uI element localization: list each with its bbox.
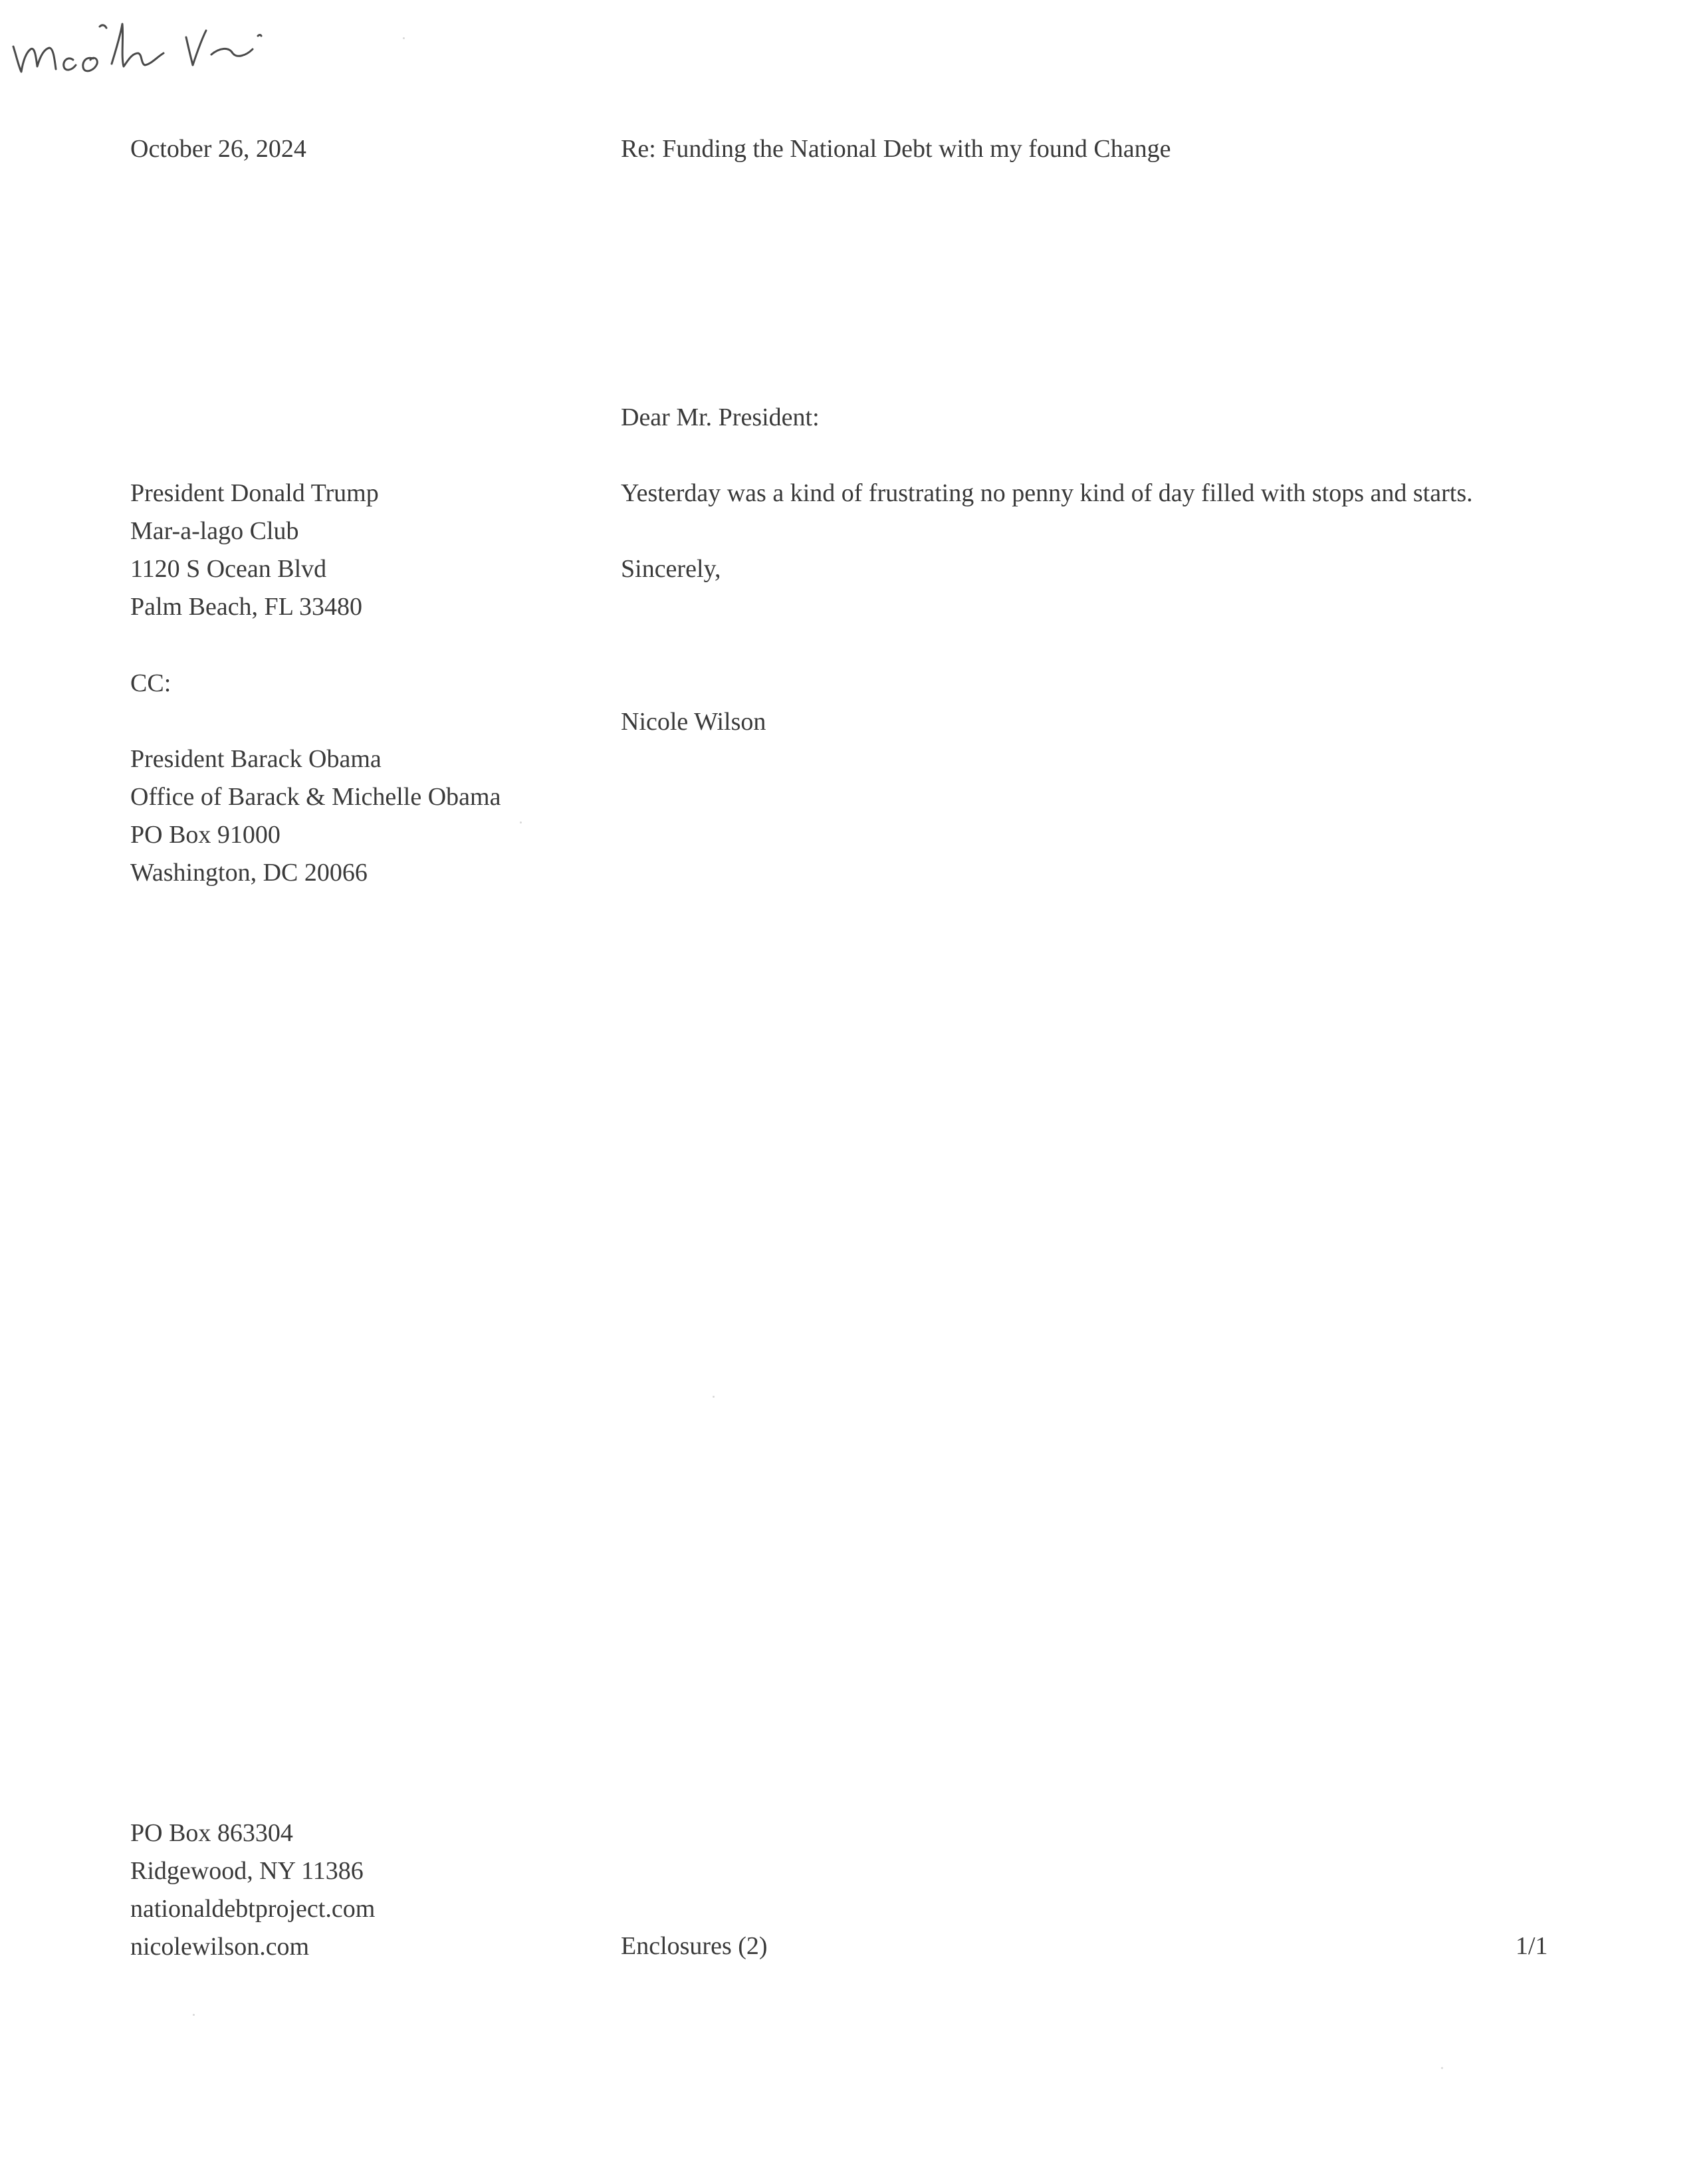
letter-subject: Re: Funding the National Debt with my found Change: [621, 135, 1171, 163]
scan-speck: [713, 1396, 715, 1398]
closing: Sincerely,: [621, 555, 721, 583]
recipient-address: [130, 475, 379, 626]
salutation: Dear Mr. President:: [621, 403, 820, 431]
sender-address: [130, 1814, 375, 1966]
page-number: 1/1: [1516, 1932, 1548, 1960]
cc-label: CC:: [130, 669, 171, 697]
recipient-line: Mar-a-lago Club: [130, 517, 299, 545]
scan-speck: [520, 821, 522, 823]
sender-address-line: PO Box 863304: [130, 1819, 293, 1847]
sender-address-line: Ridgewood, NY 11386: [130, 1857, 364, 1885]
cc-line: PO Box 91000: [130, 821, 281, 849]
cc-address: [130, 740, 501, 892]
recipient-line: Palm Beach, FL 33480: [130, 593, 362, 621]
handwritten-signature: [0, 0, 319, 93]
scan-speck: [193, 2014, 195, 2016]
cc-line: Office of Barack & Michelle Obama: [130, 783, 501, 811]
letter-body: Yesterday was a kind of frustrating no penny kind of day filled with stops and starts.: [621, 479, 1473, 507]
signer-name: Nicole Wilson: [621, 708, 766, 736]
scan-speck: [403, 37, 405, 39]
enclosures-note: Enclosures (2): [621, 1932, 768, 1960]
letter-date: October 26, 2024: [130, 135, 306, 163]
cc-line: President Barack Obama: [130, 745, 382, 773]
recipient-line: President Donald Trump: [130, 479, 379, 507]
scan-speck: [1441, 2067, 1443, 2069]
sender-website: nationaldebtproject.com: [130, 1895, 376, 1923]
sender-website: nicolewilson.com: [130, 1933, 310, 1961]
cc-line: Washington, DC 20066: [130, 859, 368, 887]
recipient-line: 1120 S Ocean Blvd: [130, 555, 327, 583]
